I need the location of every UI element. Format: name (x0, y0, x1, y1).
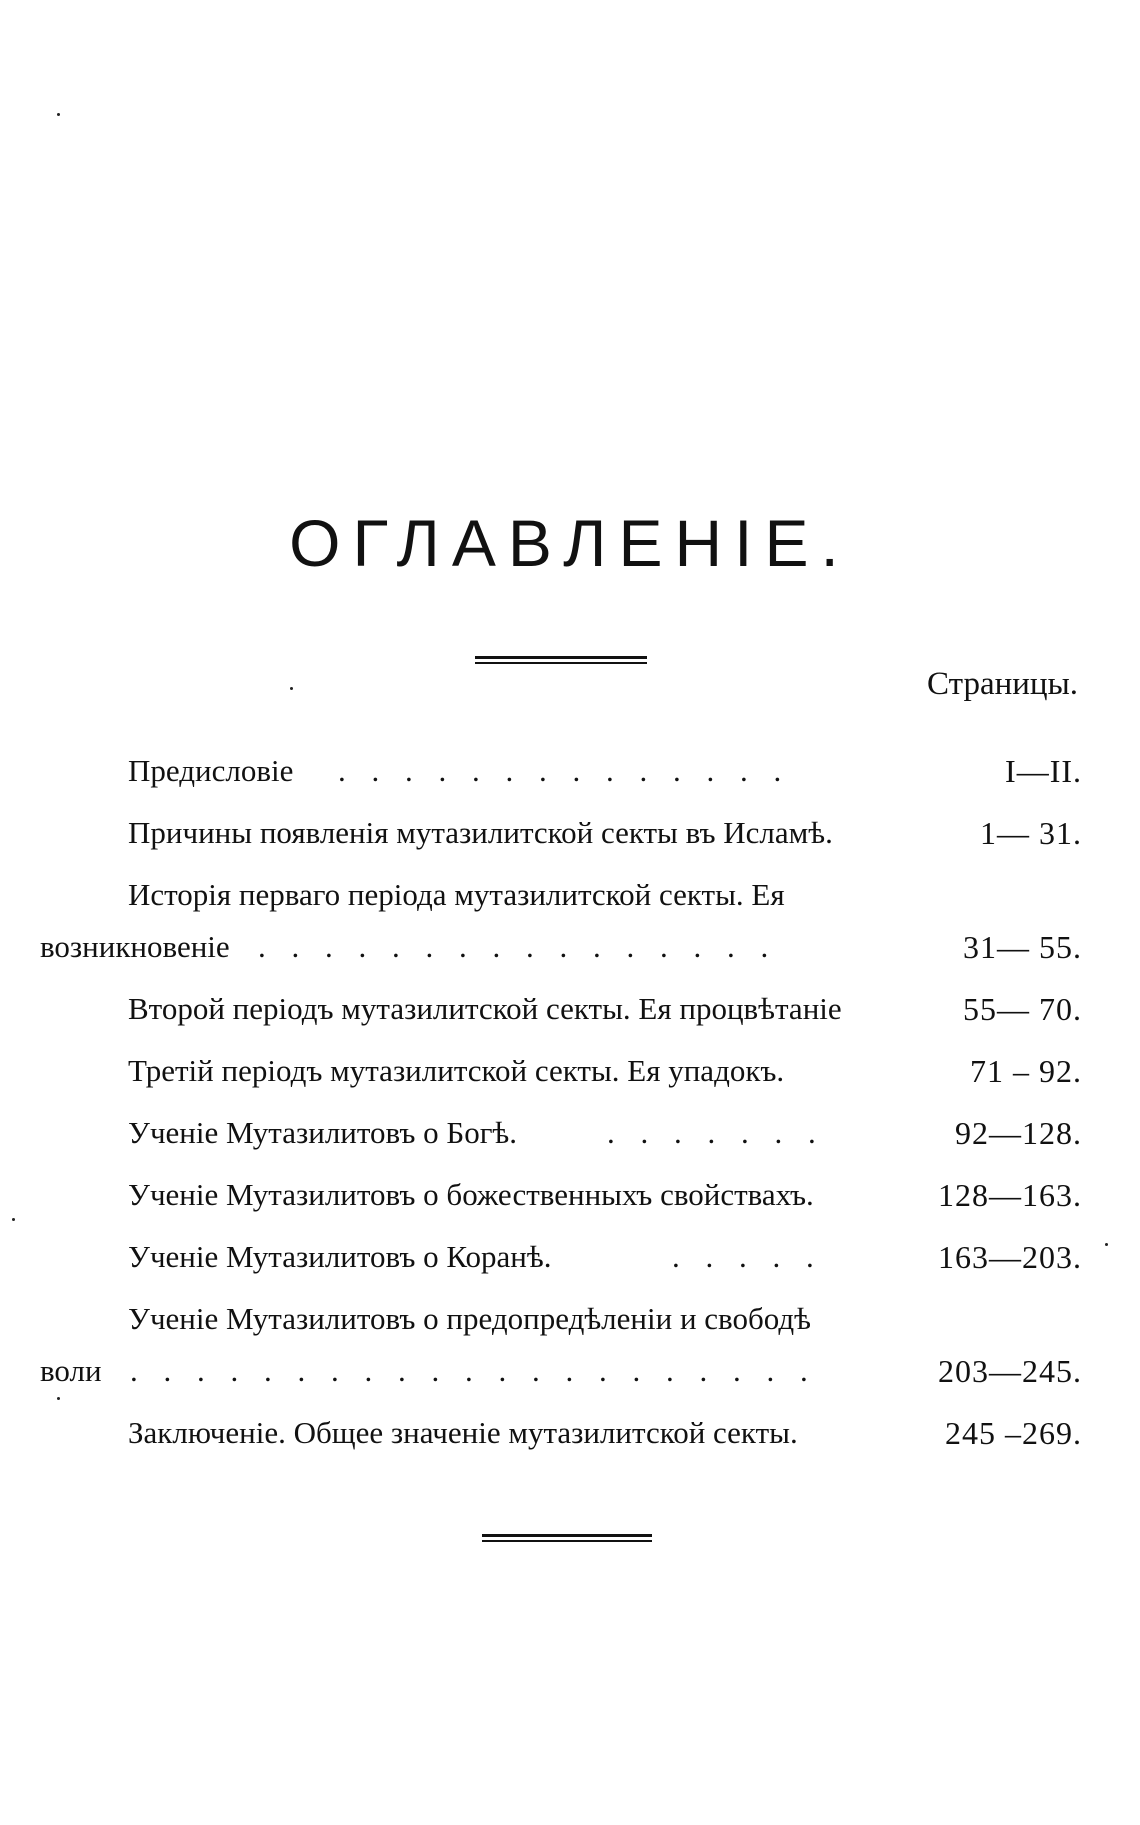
print-speck (290, 687, 293, 690)
toc-entry-title: Причины появленія мутазилитской секты въ Исламѣ. (128, 815, 833, 850)
page-title: ОГЛАВЛЕНІЕ. (289, 506, 851, 580)
toc-entry (0, 1169, 1140, 1231)
toc-entry-gap (0, 1459, 1140, 1469)
toc-leader-dots: . . . . . . . . . . . . . . . . . . . . . (130, 1353, 817, 1388)
toc-page-range: 92—128. (955, 1115, 1082, 1151)
print-speck (57, 1397, 60, 1400)
toc-entry (0, 869, 1140, 983)
table-of-contents (0, 745, 1140, 1469)
toc-entry-title: Ученіе Мутазилитовъ о предопредѣленіи и свободѣ (128, 1301, 811, 1336)
toc-entry-gap (0, 797, 1140, 807)
toc-entry-gap (0, 1159, 1140, 1169)
toc-entry (0, 1293, 1140, 1407)
toc-page-range: I—II. (1005, 753, 1082, 789)
toc-entry-gap (0, 1035, 1140, 1045)
toc-entry-title: Ученіе Мутазилитовъ о божественныхъ свойствахъ. (128, 1177, 814, 1212)
toc-entry-line (0, 1407, 1140, 1459)
toc-entry-line (0, 1231, 1140, 1283)
toc-entry-title: Предисловіе (128, 753, 294, 788)
toc-entry-title: Ученіе Мутазилитовъ о Богѣ. (128, 1115, 518, 1150)
toc-entry-line (0, 1107, 1140, 1159)
toc-entry (0, 807, 1140, 869)
toc-entry-line (0, 869, 1140, 921)
print-speck (57, 113, 60, 116)
toc-entry-line (0, 1045, 1140, 1097)
toc-leader-dots: . . . . . (672, 1239, 823, 1274)
print-speck (1105, 1243, 1108, 1246)
toc-entry (0, 1407, 1140, 1469)
toc-page-range: 1— 31. (980, 815, 1082, 851)
toc-entry-line (0, 983, 1140, 1035)
toc-entry-gap (0, 1221, 1140, 1231)
toc-entry-gap (0, 1397, 1140, 1407)
toc-entry-gap (0, 859, 1140, 869)
toc-entry-gap (0, 1283, 1140, 1293)
toc-page-range: 163—203. (938, 1239, 1082, 1275)
toc-entry-line (0, 745, 1140, 797)
toc-entry (0, 1107, 1140, 1169)
print-speck (12, 1218, 15, 1221)
toc-entry-gap (0, 973, 1140, 983)
toc-page-range: 31— 55. (963, 929, 1082, 965)
toc-entry-title: Ученіе Мутазилитовъ о Коранѣ. (128, 1239, 552, 1274)
bottom-rule (482, 1534, 652, 1542)
toc-leader-dots: . . . . . . . (607, 1115, 825, 1150)
toc-entry (0, 983, 1140, 1045)
toc-page-range: 71 – 92. (970, 1053, 1082, 1089)
title-rule (475, 656, 647, 664)
toc-entry-line (0, 807, 1140, 859)
toc-page-range: 55— 70. (963, 991, 1082, 1027)
toc-entry (0, 745, 1140, 807)
toc-entry-line (0, 1345, 1140, 1397)
toc-entry-line (0, 1169, 1140, 1221)
toc-leader-dots: . . . . . . . . . . . . . . . . (258, 929, 778, 964)
toc-entry-title: воли (40, 1353, 102, 1388)
toc-entry-title: Третій періодъ мутазилитской секты. Ея упадокъ. (128, 1053, 785, 1088)
toc-entry-title: возникновеніе (40, 929, 230, 964)
toc-entry (0, 1045, 1140, 1107)
toc-entry-title: Исторія перваго періода мутазилитской секты. Ея (128, 877, 785, 912)
pages-header: Страницы. (927, 666, 1078, 702)
toc-page-range: 245 –269. (945, 1415, 1082, 1451)
toc-entry-title: Второй періодъ мутазилитской секты. Ея процвѣтаніе (128, 991, 842, 1026)
toc-page-range: 128—163. (938, 1177, 1082, 1213)
toc-entry-title: Заключеніе. Общее значеніе мутазилитской секты. (128, 1415, 798, 1450)
toc-entry-line (0, 1293, 1140, 1345)
toc-entry-line (0, 921, 1140, 973)
toc-leader-dots: . . . . . . . . . . . . . . (338, 753, 791, 788)
toc-page-range: 203—245. (938, 1353, 1082, 1389)
toc-entry-gap (0, 1097, 1140, 1107)
toc-entry (0, 1231, 1140, 1293)
